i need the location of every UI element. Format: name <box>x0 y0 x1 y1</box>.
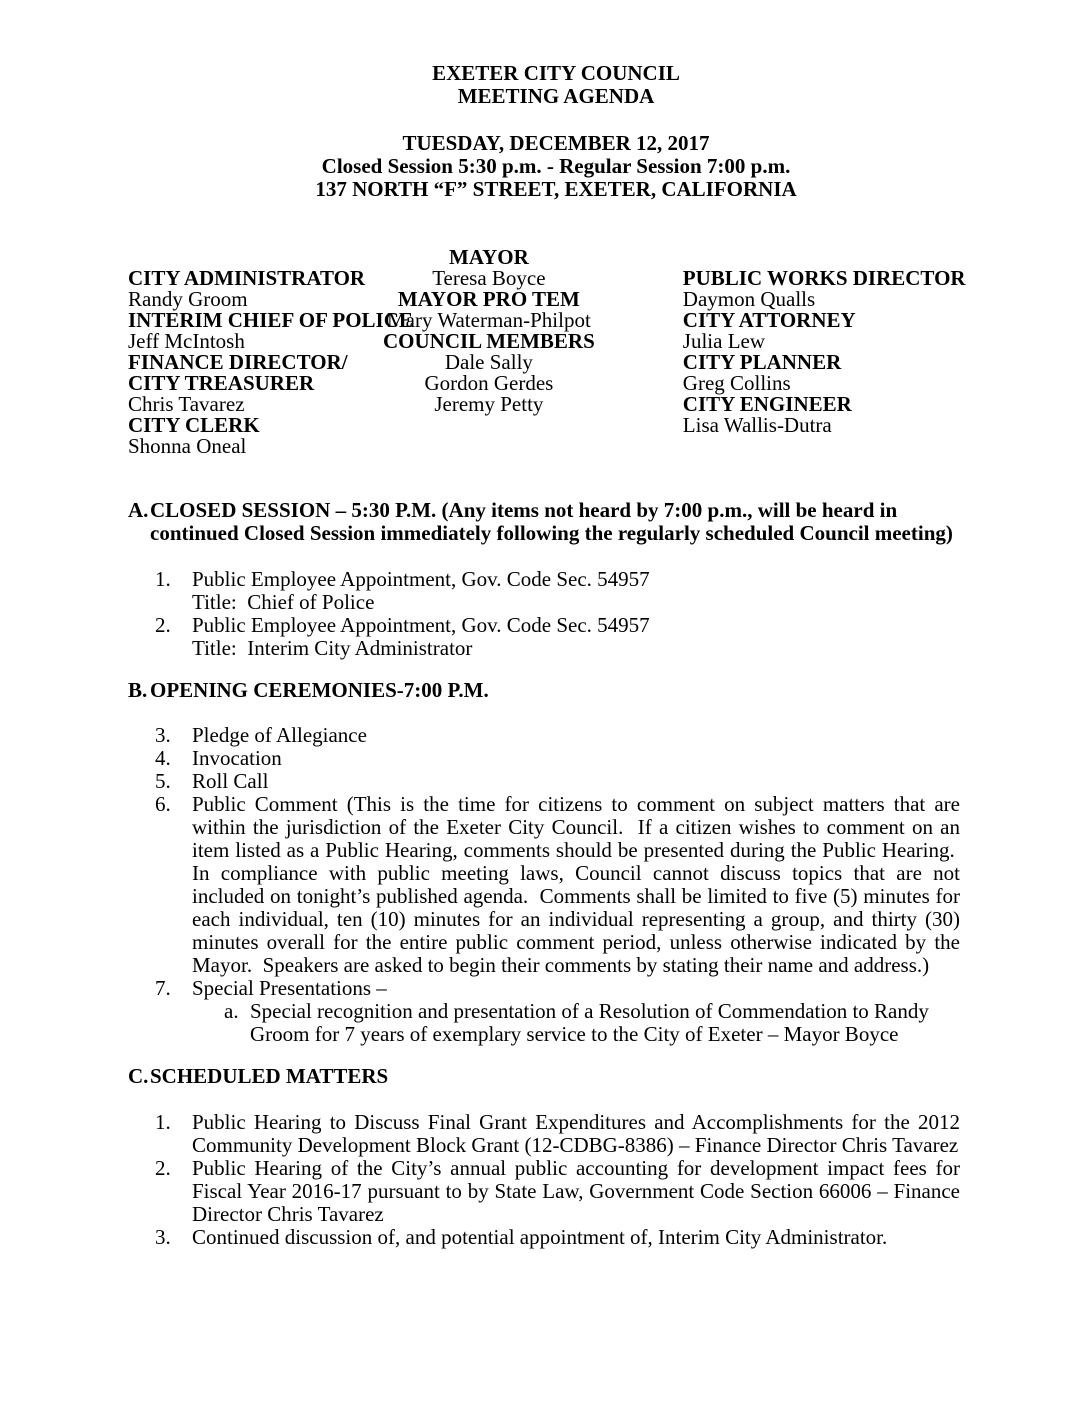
item-text-block <box>192 977 960 1046</box>
section-a-heading <box>128 499 960 545</box>
officials-center-column <box>383 247 595 457</box>
item-text: Public Employee Appointment, Gov. Code Sec. 54957 <box>192 613 650 637</box>
section-b-letter: B. <box>128 678 148 702</box>
meeting-date: TUESDAY, DECEMBER 12, 2017 <box>402 131 710 155</box>
officials-left-column <box>128 247 413 458</box>
item-text-block <box>192 614 960 660</box>
item-text: Pledge of Allegiance <box>192 723 367 747</box>
official-title: CITY ATTORNEY <box>682 308 856 332</box>
official-name: Lisa Wallis-Dutra <box>682 413 832 437</box>
agenda-item-1 <box>155 568 960 614</box>
agenda-item-4 <box>155 747 960 770</box>
agenda-item-5 <box>155 770 960 793</box>
section-b-items <box>128 724 960 1046</box>
document-subtitle: MEETING AGENDA <box>457 84 655 108</box>
section-a-title: CLOSED SESSION – 5:30 P.M. (Any items not heard by 7:00 p.m., will be heard in continued Closed Session immediately following the regularly scheduled Council meeting) <box>150 498 953 545</box>
section-c-heading <box>128 1065 960 1088</box>
section-a-letter: A. <box>128 498 149 522</box>
official-title: CITY TREASURER <box>128 371 315 395</box>
official-title: MAYOR <box>449 245 529 269</box>
item-number: 1. <box>155 1110 171 1134</box>
official-name: Daymon Qualls <box>682 287 816 311</box>
meeting-times: Closed Session 5:30 p.m. - Regular Session 7:00 p.m. <box>321 154 791 178</box>
meeting-address: 137 NORTH “F” STREET, EXETER, CALIFORNIA <box>315 177 797 201</box>
official-title: PUBLIC WORKS DIRECTOR <box>682 266 966 290</box>
section-scheduled-matters <box>128 1065 960 1249</box>
official-title: CITY CLERK <box>128 413 260 437</box>
item-number: 2. <box>155 1156 171 1180</box>
item-number: 3. <box>155 1225 171 1249</box>
item-number: 5. <box>155 769 171 793</box>
official-name: Greg Collins <box>682 371 791 395</box>
official-name: Chris Tavarez <box>128 392 245 416</box>
meeting-info-block <box>128 132 960 201</box>
official-name: Teresa Boyce <box>432 266 546 290</box>
official-title: INTERIM CHIEF OF POLICE <box>128 308 413 332</box>
official-title: COUNCIL MEMBERS <box>383 329 595 353</box>
item-subtext: Title: Chief of Police <box>192 590 375 614</box>
item-text: Public Hearing of the City’s annual public accounting for development impact fees for Fiscal Year 2016-17 pursuant to by State Law, Government Code Section 66006 – Finance Director Chris Tavarez <box>192 1156 960 1226</box>
official-title: CITY ENGINEER <box>682 392 852 416</box>
official-title: CITY ADMINISTRATOR <box>128 266 366 290</box>
official-title: FINANCE DIRECTOR/ <box>128 350 348 374</box>
official-name: Jeremy Petty <box>434 392 544 416</box>
item-text: Special Presentations – <box>192 976 387 1000</box>
section-c-title: SCHEDULED MATTERS <box>150 1064 389 1088</box>
item-number: 1. <box>155 567 171 591</box>
section-opening-ceremonies <box>128 679 960 1046</box>
scheduled-item-3 <box>155 1226 960 1249</box>
scheduled-item-1 <box>155 1111 960 1157</box>
agenda-subitem-a <box>224 1000 960 1046</box>
document-title-block <box>128 62 960 108</box>
item-text: Public Hearing to Discuss Final Grant Expenditures and Accomplishments for the 2012 Community Development Block Grant (12-CDBG-8386) – Finance Director Chris Tavarez <box>192 1110 960 1157</box>
agenda-item-6 <box>155 793 960 977</box>
official-title: CITY PLANNER <box>682 350 842 374</box>
item-text: Invocation <box>192 746 282 770</box>
section-closed-session <box>128 499 960 660</box>
agenda-item-2 <box>155 614 960 660</box>
section-c-items <box>128 1111 960 1249</box>
item-number: 6. <box>155 792 171 816</box>
subitem-text: Special recognition and presentation of a Resolution of Commendation to Randy Groom for 7 years of exemplary service to the City of Exeter – Mayor Boyce <box>250 999 929 1046</box>
item-number: 3. <box>155 723 171 747</box>
item-number: 7. <box>155 976 171 1000</box>
official-name: Randy Groom <box>128 287 248 311</box>
item-subtext: Title: Interim City Administrator <box>192 636 473 660</box>
item-text-block <box>192 568 960 614</box>
item-text: Public Employee Appointment, Gov. Code Sec. 54957 <box>192 567 650 591</box>
official-name: Jeff McIntosh <box>128 329 245 353</box>
section-b-title: OPENING CEREMONIES-7:00 P.M. <box>150 678 489 702</box>
scheduled-item-2 <box>155 1157 960 1226</box>
officials-right-column <box>683 247 966 457</box>
official-name: Dale Sally <box>444 350 533 374</box>
official-name: Shonna Oneal <box>128 434 247 458</box>
officials-roster <box>128 245 966 458</box>
item-number: 4. <box>155 746 171 770</box>
section-c-letter: C. <box>128 1064 149 1088</box>
subitem-letter: a. <box>224 999 239 1023</box>
item-number: 2. <box>155 613 171 637</box>
official-name: Gordon Gerdes <box>424 371 554 395</box>
section-a-items <box>128 568 960 660</box>
item-text: Roll Call <box>192 769 269 793</box>
item-text: Continued discussion of, and potential appointment of, Interim City Administrator. <box>192 1225 888 1249</box>
document-title: EXETER CITY COUNCIL <box>432 61 680 85</box>
agenda-item-3 <box>155 724 960 747</box>
item-text: Public Comment (This is the time for citizens to comment on subject matters that are within the jurisdiction of the Exeter City Council. If a citizen wishes to comment on an item listed as a Public Hearing, comments should be presented during the Public Hearing. In compliance with public meeting laws, Council cannot discuss topics that are not included on tonight’s published agenda. Comments shall be limited to five (5) minutes for each individual, ten (10) minutes for an individual representing a group, and thirty (30) minutes overall for the entire public comment period, unless otherwise indicated by the Mayor. Speakers are asked to begin their comments by stating their name and address.) <box>192 792 960 977</box>
section-b-heading <box>128 679 960 702</box>
official-title: MAYOR PRO TEM <box>397 287 580 311</box>
official-name: Mary Waterman-Philpot <box>386 308 591 332</box>
agenda-item-7 <box>155 977 960 1046</box>
official-name: Julia Lew <box>682 329 766 353</box>
